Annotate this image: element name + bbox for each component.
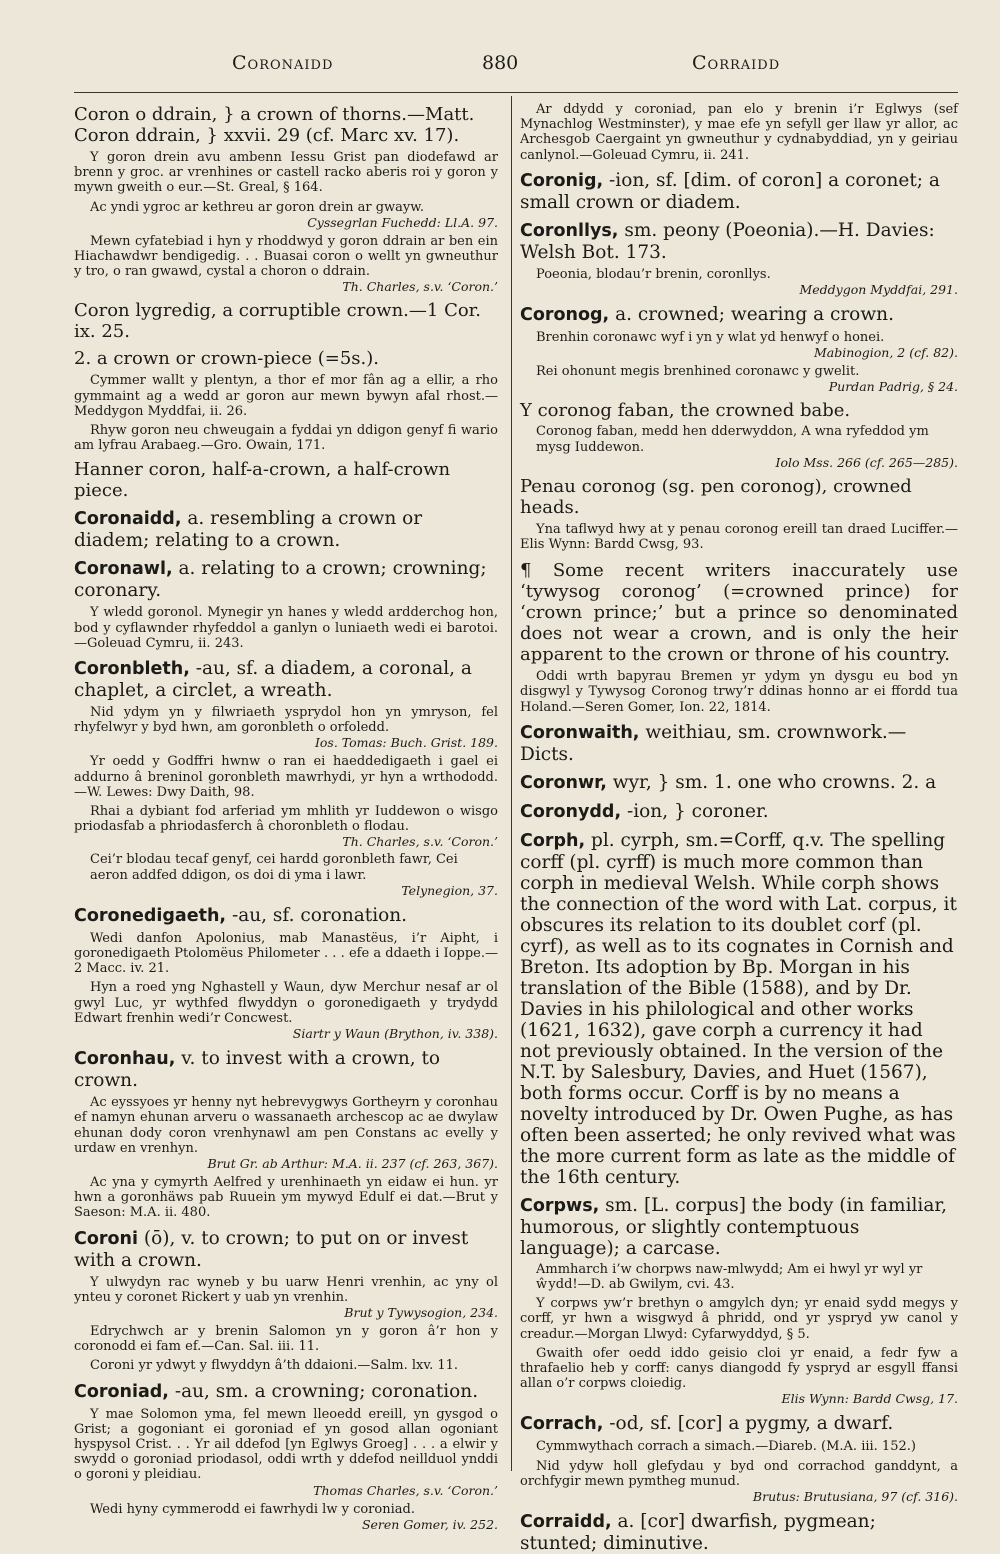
quotation: Cymmer wallt y plentyn, a thor ef mor fân ag a ellir, a rho gymmaint ag a wedd ar goron aur mewn bywyn afal rhost.—Meddygon Myddfai, ii. 26. [74,373,498,419]
citation-source: Brutus: Brutusiana, 97 (cf. 316). [752,1489,958,1505]
headword: Coronog, [520,305,610,326]
quotation: Hyn a roed yng Nghastell y Waun, dyw Merchur nesaf ar ol gwyl Luc, yr wythfed flwyddyn o goronedigaeth y trydydd Edwart frenhin wedi’r Concwest. [74,980,498,1026]
quotation: Ar ddydd y coroniad, pan elo y brenin i’r Eglwys (sef Mynachlog Westminster), y mae efe yn sefyll ger llaw yr allor, ac Archesgob Caergaint yn gwneuthur y cydnabyddiad, yn y geiriau canlynol.—Goleuad Cymru, ii. 241. [520,102,958,163]
right-column [520,98,958,1554]
definition: v. to invest with a crown, to crown. [74,1048,441,1092]
quotation: Mewn cyfatebiad i hyn y rhoddwyd y goron ddrain ar ben ein Hiachawdwr bendigedig. . . Buasai coron o wellt yn gwneuthur y tro, o ran gwawd, cystal a choron o ddrain. [74,233,498,280]
sub-entry: Penau coronog (sg. pen coronog), crowned heads. [520,475,912,518]
citation-source: Seren Gomer, iv. 252. [361,1516,498,1532]
verse-quotation: Coronog faban, medd hen dderwyddon, A wna ryfeddod ym mysg Iuddewon. [536,424,929,455]
definition: -od, sf. [cor] a pygmy, a dwarf. [603,1413,894,1435]
definition: -au, sf. coronation. [226,904,408,926]
sub-entry: Coron lygredig, a corruptible crown.—1 Cor. ix. 25. [74,300,482,343]
dictionary-entry [74,508,498,551]
dictionary-entry [74,558,498,601]
quotation: Ac yndi ygroc ar kethreu ar goron drein ar gwayw. [90,199,424,215]
definition: -ion, sf. [dim. of coron] a coronet; a small crown or diadem. [520,169,940,213]
quotation: Rei ohonunt megis brenhined coronawc y gwelit. [536,364,860,380]
quotation: Y ulwydyn rac wyneb y bu uarw Henri vrenhin, ac yny ol ynteu y coronet Rickert y uab yn vrenhin. [74,1274,498,1305]
headword: Coronllys, [520,220,619,241]
header-rule [74,92,958,93]
verse-quotation: Ammharch i’w chorpws naw-mlwydd; Am ei hwyl yr wyl yr ŵydd!—D. ab Gwilym, cvi. 43. [536,1261,923,1293]
quotation: Rhyw goron neu chweugain a fyddai yn ddigon genyf fi wario am lyfrau Arabaeg.—Gro. Owain, 171. [74,423,498,454]
quotation: Oddi wrth bapyrau Bremen yr ydym yn dysgu eu bod yn disgwyl y Tywysog Coronog trwy’r ddinas honno ar ei ffordd tua Holand.—Seren Gomer, Ion. 22, 1814. [520,669,958,715]
citation-source: Cyssegrlan Fuchedd: Ll.A. 97. [307,214,498,230]
citation-source: Siartr y Waun (Brython, iv. 338). [292,1026,498,1042]
citation-source: Thomas Charles, s.v. ‘Coron.’ [313,1482,498,1498]
dictionary-entry [74,1048,498,1091]
headword: Coroniad, [74,1381,169,1402]
headword: Coronedigaeth, [74,905,227,926]
column-divider [511,96,512,1471]
usage-note: ¶ Some recent writers inaccurately use ‘tywysog coronog’ (=crowned prince) for ‘crown prince;’ but a prince so denominated does not wear a crown, and is only the heir apparent to the crown or throne of his country. [520,560,958,666]
citation-source: Elis Wynn: Bardd Cwsg, 17. [781,1391,958,1407]
citation-source: Purdan Padrig, § 24. [828,379,958,395]
citation-source: Th. Charles, s.v. ‘Coron.’ [342,834,498,850]
headword: Coronhau, [74,1049,176,1070]
quotation: Yr oedd y Godffri hwnw o ran ei haeddedigaeth i gael ei addurno â breninol goronbleth mawrhydi, yr hyn a wrthododd.—W. Lewes: Dwy Daith, 98. [74,754,498,800]
definition: sm. [L. corpus] the body (in familiar, humorous, or slightly contemptuous language); a carcase. [520,1194,948,1259]
sub-entry: Hanner coron, half-a-crown, a half-crown piece. [74,459,451,502]
dictionary-entry [520,304,958,326]
citation-source: Iolo Mss. 266 (cf. 265—285). [775,454,958,470]
definition: -au, sm. a crowning; coronation. [168,1380,479,1402]
sub-entry: Y coronog faban, the crowned babe. [520,400,851,422]
headword: Corpws, [520,1195,600,1216]
definition: -ion, } coroner. [621,800,769,822]
left-column [74,98,498,1532]
quotation: Nid ydym yn y filwriaeth ysprydol hon yn ymryson, fel rhyfelwyr y byd hwn, am goronbleth o orfoledd. [74,705,498,736]
headword: Corph, [520,830,586,851]
definition: a. relating to a crown; crowning; coronary. [74,558,487,602]
quotation: Nid ydyw holl glefydau y byd ond corrachod ganddynt, a orchfygir mewn pymtheg munud. [520,1458,958,1489]
dictionary-entry [520,801,958,823]
dictionary-entry [520,220,958,263]
definition: a. crowned; wearing a crown. [609,304,894,326]
quotation: Wedi danfon Apolonius, mab Manastëus, i’r Aipht, i goronedigaeth Ptolomëus Philometer . . . efe a ddaeth i Ioppe.—2 Macc. iv. 21. [74,930,498,977]
definition: pl. cyrph, sm.=Corff, q.v. The spelling corff (pl. cyrff) is much more common than corph in medieval Welsh. While corph shows the connection of the word with Lat. corpus, it obscures its relation to its doublet corf (pl. cyrf), as well as to its cognates in Cornish and Breton. Its adoption by Bp. Morgan in his translation of the Bible (1588), and by Dr. Davies in his philological and other works (1621, 1632), gave corph a currency it had not previously obtained. In the version of the N.T. by Salesbury, Davies, and Huet (1567), both forms occur. Corff is by no means a novelty introduced by Dr. Owen Pughe, as has often been asserted; he only revived what was the more current form as late as the middle of the 16th century. [520,829,957,1188]
headword: Coronawl, [74,559,173,580]
headword: Coroni [74,1228,138,1249]
dictionary-entry [520,722,958,765]
sub-entry: 2. a crown or crown-piece (=5s.). [74,348,380,370]
citation-source: Telynegion, 37. [401,882,498,898]
headword: Coronydd, [520,801,622,822]
quotation: Y goron drein avu ambenn Iessu Grist pan diodefawd ar brenn y groc. ar vrenhines or castell racko aberis roi y goron y mywn gweith o eur.—St. Greal, § 164. [74,150,498,196]
dictionary-entry [520,1195,958,1259]
running-head-left: Coronaidd [232,52,334,74]
definition: weithiau, sm. crownwork.—Dicts. [520,721,907,765]
quotation: Ac eyssyoes yr henny nyt hebrevygwys Gortheyrn y coronhau ef namyn ehunan arveru o wassanaeth archescop ac ae dwylaw ehunan dody coron vrenhynawl am pen Constans ac evelly y urdaw en vrenhyn. [74,1095,498,1156]
citation-source: Brut Gr. ab Arthur: M.A. ii. 237 (cf. 263, 367). [207,1155,498,1171]
verse-quotation: Cei’r blodau tecaf genyf, cei hardd goronbleth fawr, Cei aeron addfed ddigon, os doi di yma i lawr. [90,852,458,883]
citation-source: Meddygon Myddfai, 291. [799,282,958,298]
headword: Coronbleth, [74,659,190,680]
quotation: Y wledd goronol. Mynegir yn hanes y wledd ardderchog hon, bod y cyflawnder rhyfeddol a ganlyn o luniaeth wedi ei barotoi.—Goleuad Cymru, ii. 243. [74,605,498,651]
quotation: Brenhin coronawc wyf i yn y wlat yd henwyf o honei. [536,330,885,346]
definition: a. [cor] dwarfish, pygmean; stunted; diminutive. [520,1511,876,1554]
citation-source: Mabinogion, 2 (cf. 82). [813,345,958,361]
quotation: Y corpws yw’r brethyn o amgylch dyn; yr enaid sydd megys y corff, yr hwn a wisgwyd â phridd, ond yr yspryd yw canol y creadur.—Morgan Llwyd: Cyfarwyddyd, § 5. [520,1296,958,1342]
dictionary-entry [74,1381,498,1403]
sub-entry: Coron o ddrain, } a crown of thorns.—Matt. Coron ddrain, } xxvii. 29 (cf. Marc xv. 17). [74,104,475,146]
headword: Coronaidd, [74,509,182,530]
definition: sm. peony (Poeonia).—H. Davies: Welsh Bot. 173. [520,219,935,263]
definition: wyr, } sm. 1. one who crowns. 2. a [606,771,937,793]
dictionary-entry [74,1228,498,1271]
quotation: Y mae Solomon yma, fel mewn lleoedd ereill, yn gysgod o Grist; a gogoniant ei goroniad ef yn gosod allan ogoniant hyspysol Crist. . . Yr ail ddefod [yn Eglwys Groeg] . . . a elwir y swydd o goroniad priodasol, oddi wrth y ddefod neillduol ynddi o goroni y pleidiau. [74,1406,498,1483]
headword: Corrach, [520,1414,604,1435]
dictionary-entry [520,772,958,794]
citation-source: Brut y Tywysogion, 234. [344,1304,498,1320]
quotation: Poeonia, blodau’r brenin, coronllys. [536,266,771,282]
quotation: Rhai a dybiant fod arferiad ym mhlith yr Iuddewon o wisgo priodasfab a phriodasferch â choronbleth o flodau. [74,804,498,835]
headword: Coronwr, [520,772,607,793]
quotation: Yna taflwyd hwy at y penau coronog ereill tan draed Luciffer.—Elis Wynn: Bardd Cwsg, 93. [520,521,958,553]
quotation: Ac yna y cymyrth Aelfred y urenhinaeth yn eidaw ei hun. yr hwn a goronhäws pab Ruuein ym mywyd Edulf ei dat.—Brut y Saeson: M.A. ii. 480. [74,1174,498,1221]
quotation: Cymmwythach corrach a simach.—Diareb. (M.A. iii. 152.) [536,1439,916,1455]
dictionary-entry [74,658,498,701]
quotation: Coroni yr ydwyt y flwyddyn â’th ddaioni.—Salm. lxv. 11. [90,1358,459,1374]
dictionary-entry [74,905,498,927]
dictionary-entry [520,170,958,213]
running-head-right: Corraidd [692,52,781,74]
quotation: Gwaith ofer oedd iddo geisio cloi yr enaid, a fedr fyw a thrafaelio heb y corff: canys diangodd fy yspryd ar esgyll ffansi allan o’r corpws cloiedig. [520,1345,958,1392]
headword: Coronig, [520,170,604,191]
page-number: 880 [482,52,519,74]
dictionary-entry [520,830,958,1188]
headword: Coronwaith, [520,722,640,743]
definition: a. resembling a crown or diadem; relating to a crown. [74,508,423,552]
definition: (ō), v. to crown; to put on or invest with a crown. [74,1227,469,1271]
quotation: Wedi hyny cymmerodd ei fawrhydi lw y coroniad. [90,1501,415,1517]
quotation: Edrychwch ar y brenin Salomon yn y goron â’r hon y coronodd ei fam ef.—Can. Sal. iii. 11. [74,1323,498,1355]
headword: Corraidd, [520,1512,612,1533]
dictionary-entry [520,1413,958,1435]
citation-source: Ios. Tomas: Buch. Grist. 189. [314,735,498,751]
citation-source: Th. Charles, s.v. ‘Coron.’ [342,279,498,295]
definition: -au, sf. a diadem, a coronal, a chaplet, a circlet, a wreath. [74,658,472,702]
